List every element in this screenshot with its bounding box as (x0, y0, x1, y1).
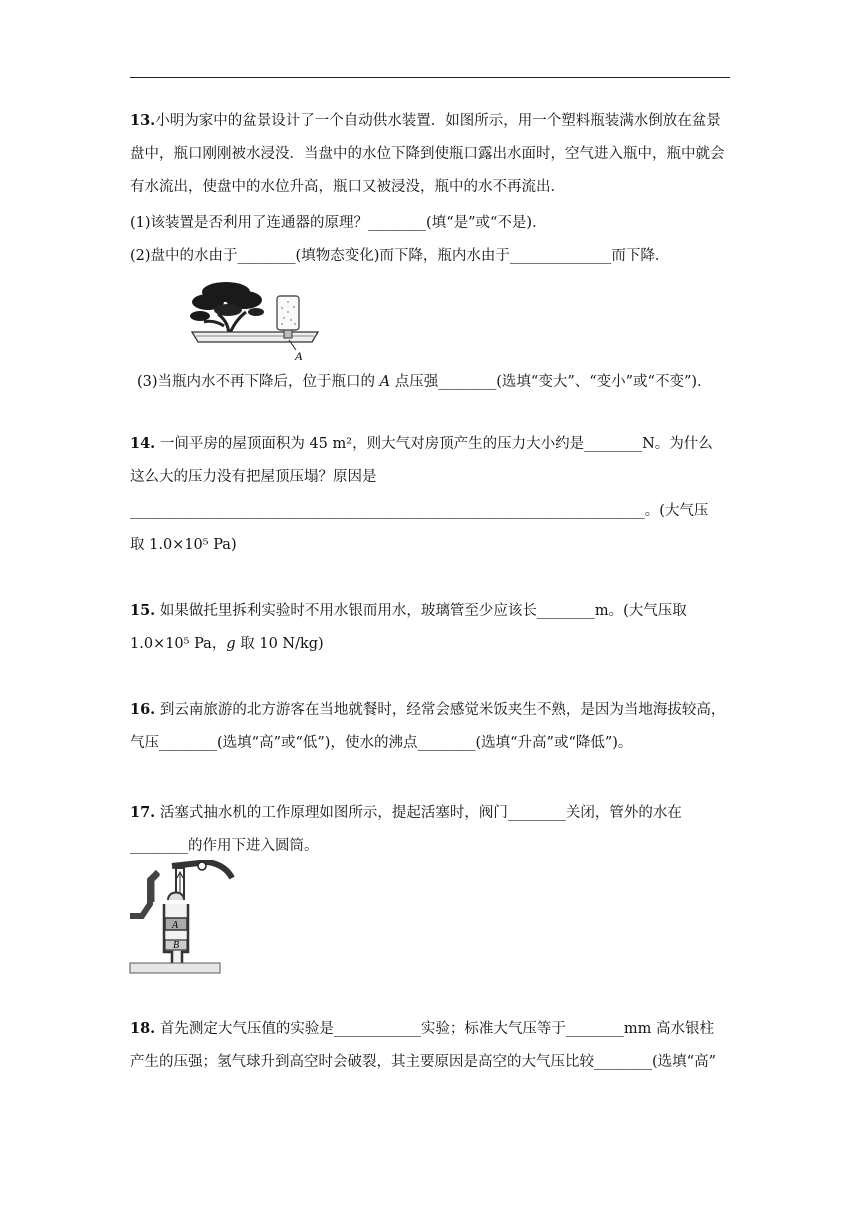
point-a-reference: A (379, 374, 391, 390)
question-13-number: 13. (130, 112, 156, 129)
question-15-line-1 (130, 594, 735, 628)
question-18-text-1: 首先测定大气压值的实验是____________实验；标准大气压等于________mm 高水银柱 (159, 1021, 714, 1037)
pump-cylinder (164, 904, 188, 970)
handle-pivot (198, 862, 206, 870)
question-13-text: 小明为家中的盆景设计了一个自动供水装置．如图所示，用一个塑料瓶装满水倒放在盆景盘中，瓶口刚刚被水浸没．当盘中的水位下降到使瓶口露出水面时，空气进入瓶中，瓶中就会有水流出，使盘中的水位升高，瓶口又被浸没，瓶中的水不再流出． (130, 113, 725, 195)
question-16-number: 16. (130, 701, 156, 718)
question-13-part-3-text-b: 点压强________(选填“变大”、“变小”或“不变”)． (390, 374, 712, 390)
gravity-symbol: g (226, 636, 236, 652)
question-13-part-3-text-a: (3)当瓶内水不再下降后，位于瓶口的 (137, 374, 380, 390)
bonsai-water-supply-figure (188, 272, 328, 364)
question-14-number: 14. (130, 435, 156, 452)
question-18-line-1 (130, 1012, 735, 1046)
question-14-line-4: 取 1.0×10⁵ Pa) (130, 537, 237, 553)
piston-pump-figure (128, 860, 238, 978)
basin-tray (192, 332, 318, 342)
question-17-line-2: ________的作用下进入圆筒。 (130, 838, 319, 854)
question-17-number: 17. (130, 804, 156, 821)
question-15-number: 15. (130, 602, 156, 619)
question-13-intro (130, 104, 735, 204)
ground-surface (130, 963, 220, 973)
question-13-part-2: (2)盘中的水由于________(填物态变化)而下降，瓶内水由于______________而下降． (130, 248, 670, 264)
question-13-part-3 (137, 366, 742, 399)
valve-a-label: A (172, 920, 179, 931)
question-14-line-1 (130, 427, 735, 461)
point-a-label: A (295, 349, 303, 363)
question-15-text-1: 如果做托里拆利实验时不用水银而用水，玻璃管至少应该长________m。(大气压取 (159, 603, 687, 619)
question-15-text-2b: 取 10 N/kg) (235, 636, 324, 652)
question-16-line-2: 气压________(选填“高”或“低”)，使水的沸点________(选填“升高”或“降低”)。 (130, 735, 633, 751)
question-14-text-1: 一间平房的屋顶面积为 45 m²，则大气对房顶产生的压力大小约是________N。为什么 (159, 436, 713, 452)
question-16-text-1: 到云南旅游的北方游客在当地就餐时，经常会感觉米饭夹生不熟，是因为当地海拔较高， (159, 702, 726, 718)
question-15-line-2 (130, 628, 735, 661)
header-rule (130, 77, 730, 78)
question-17-text-1: 活塞式抽水机的工作原理如图所示，提起活塞时，阀门________关闭，管外的水在 (159, 805, 682, 821)
question-17-line-1 (130, 796, 735, 830)
question-16-line-1 (130, 693, 735, 727)
question-18-line-2: 产生的压强；氢气球升到高空时会破裂，其主要原因是高空的大气压比较________(选填“高” (130, 1054, 716, 1070)
bonsai-tree-illustration (190, 282, 264, 338)
question-15-text-2a: 1.0×10⁵ Pa， (130, 636, 227, 652)
valve-b-label: B (173, 940, 180, 951)
question-14-line-3: _______________________________________________________________________。(大气压 (130, 503, 709, 519)
question-18-number: 18. (130, 1020, 156, 1037)
question-13-part-1: (1)该装置是否利用了连通器的原理？________(填“是”或“不是)． (130, 215, 547, 231)
question-14-line-2: 这么大的压力没有把屋顶压塌？原因是 (130, 469, 377, 485)
